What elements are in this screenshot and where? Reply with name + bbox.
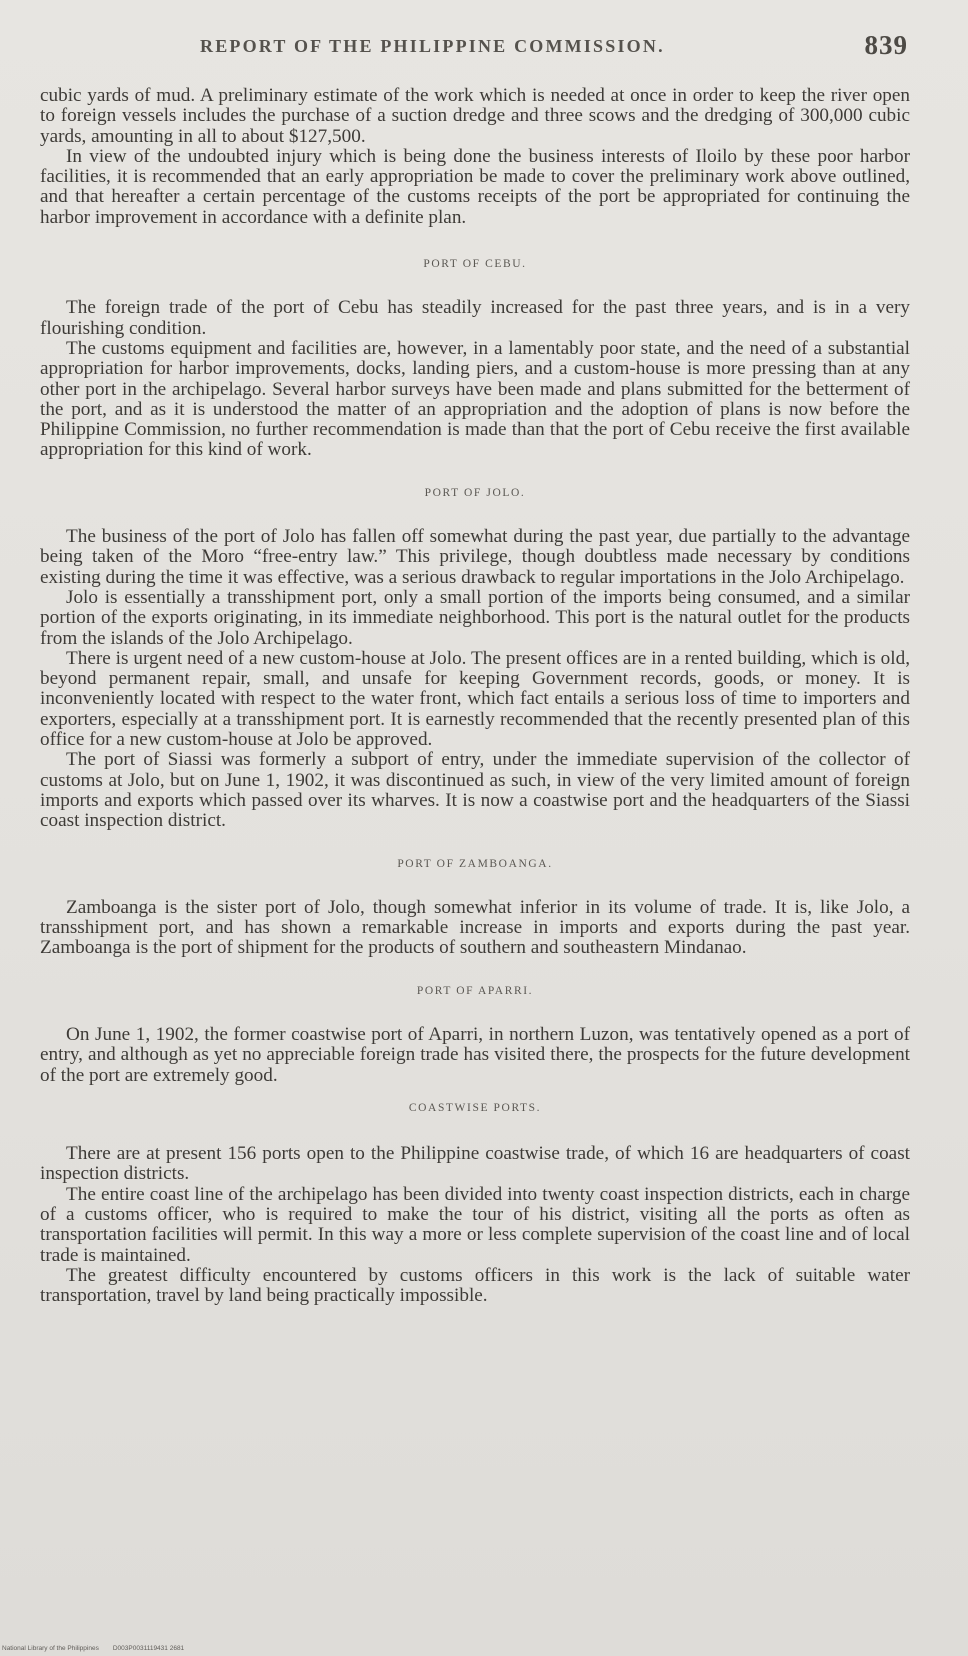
paragraph-iloilo-estimate: cubic yards of mud. A preliminary estimate of the work which is needed at once in order to keep the river open to foreign vessels includes the purchase of a suction dredge and three scows and the dredging of 300,000 cubic yards, amounting in all to about $127,500. [40, 85, 910, 147]
footer-library: National Library of the Philippines [2, 1645, 99, 1652]
body-text [40, 86, 910, 1307]
paragraph-coast-districts: The entire coast line of the archipelago has been divided into twenty coast inspection districts, each in charge of a customs officer, who is required to make the tour of his district, visiting all the ports as often as transportation facilities will permit. In this way a more or less complete supervision of the coast line and of local trade is maintained. [40, 1183, 910, 1266]
heading-coastwise-ports: COASTWISE PORTS. [408, 1101, 542, 1114]
footer-identifier: D003P0031119431 2681 [112, 1645, 185, 1652]
scan-footer [2, 1645, 184, 1652]
paragraph-cebu-facilities: The customs equipment and facilities are, however, in a lamentably poor state, and the need of a substantial appropriation for harbor improvements, docks, landing piers, and a custom-house is more pressing than at any other port in the archipelago. Several harbor surveys have been made and plans submitted for the betterment of the port, and as it is understood the matter of an appropriation and the adoption of plans is now before the Philippine Commission, no further recommendation is made than that the port of Cebu receive the first available appropriation for this kind of work. [40, 337, 910, 461]
heading-port-of-aparri: PORT OF APARRI. [416, 984, 534, 997]
page-header [40, 30, 908, 70]
paragraph-zamboanga: Zamboanga is the sister port of Jolo, though somewhat inferior in its volume of trade. It is, like Jolo, a transshipment port, and has shown a remarkable increase in imports and exports during the past year. Zamboanga is the port of shipment for the products of southern and southeastern Mindanao. [40, 896, 910, 959]
paragraph-cebu-trade: The foreign trade of the port of Cebu has steadily increased for the past three years, and is in a very flourishing condition. [40, 297, 910, 339]
heading-port-of-zamboanga: PORT OF ZAMBOANGA. [397, 857, 553, 870]
paragraph-jolo-transshipment: Jolo is essentially a transshipment port, only a small portion of the imports being consumed, and a similar portion of the exports originating, in its immediate neighborhood. This port is the natural outlet for the products from the islands of the Jolo Archipelago. [40, 586, 910, 649]
paragraph-jolo-business: The business of the port of Jolo has fallen off somewhat during the past year, due partially to the advantage being taken of the Moro “free-entry law.” This privilege, though doubtless made necessary by conditions existing during the time it was effective, was a serious drawback to regular importations in the Jolo Archipelago. [40, 526, 910, 588]
heading-port-of-cebu: PORT OF CEBU. [423, 258, 527, 271]
running-head: REPORT OF THE PHILIPPINE COMMISSION. [200, 36, 665, 56]
paragraph-coast-difficulty: The greatest difficulty encountered by customs officers in this work is the lack of suitable water transportation, travel by land being practically impossible. [40, 1264, 910, 1307]
paragraph-aparri: On June 1, 1902, the former coastwise port of Aparri, in northern Luzon, was tentatively opened as a port of entry, and although as yet no appreciable foreign trade has visited there, the prospects for the future development of the port are extremely good. [40, 1023, 910, 1086]
paragraph-coastwise-count: There are at present 156 ports open to the Philippine coastwise trade, of which 16 are headquarters of coast inspection districts. [40, 1143, 910, 1185]
page-number: 839 [864, 30, 908, 60]
paragraph-jolo-custom-house: There is urgent need of a new custom-house at Jolo. The present offices are in a rented building, which is old, beyond permanent repair, small, and unsafe for keeping Government records, goods, or money. It is inconveniently located with respect to the water front, which fact entails a serious loss of time to importers and exporters, especially at a transshipment port. It is earnestly recommended that the recently presented plan of this office for a new custom-house at Jolo be approved. [40, 647, 910, 751]
heading-port-of-jolo: PORT OF JOLO. [424, 486, 526, 499]
paragraph-iloilo-recommendation: In view of the undoubted injury which is being done the business interests of Iloilo by these poor harbor facilities, it is recommended that an early appropriation be made to cover the preliminary work above outlined, and that hereafter a certain percentage of the customs receipts of the port be appropriated for continuing the harbor improvement in accordance with a definite plan. [40, 145, 910, 228]
paragraph-siassi: The port of Siassi was formerly a subport of entry, under the immediate supervision of the collector of customs at Jolo, but on June 1, 1902, it was discontinued as such, in view of the very limited amount of foreign imports and exports which passed over its wharves. It is now a coastwise port and the headquarters of the Siassi coast inspection district. [40, 749, 910, 832]
